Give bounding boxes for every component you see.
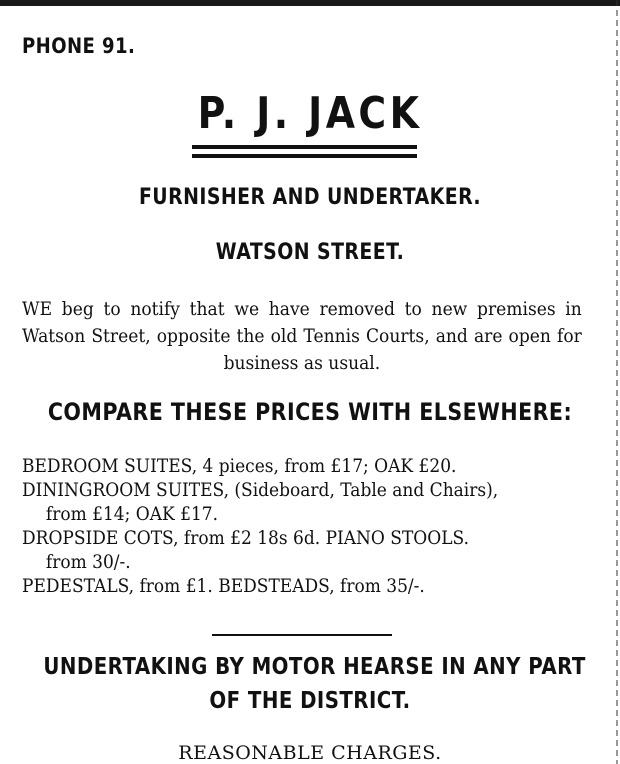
column-edge-rule [616,0,618,764]
name-underline-top [192,145,417,149]
trade-heading: FURNISHER AND UNDERTAKER. [138,185,482,210]
undertaking-line: OF THE DISTRICT. [209,688,411,714]
phone-number: PHONE 91. [22,34,136,58]
section-divider [212,634,392,636]
top-border-rule [0,0,620,6]
street-heading: WATSON STREET. [215,240,405,265]
price-line: from £14; OAK £17. [45,504,219,525]
price-line: from 30/-. [45,552,131,573]
business-name: P. J. JACK [197,88,423,139]
price-line: PEDESTALS, from £1. BEDSTEADS, from 35/-. [22,576,425,597]
compare-prices-heading: COMPARE THESE PRICES WITH ELSEWHERE: [47,398,573,426]
price-line: DININGROOM SUITES, (Sideboard, Table and Chairs), [22,480,499,501]
price-list [22,455,498,599]
price-line: DROPSIDE COTS, from £2 18s 6d. PIANO STOOLS. [22,528,469,549]
undertaking-line: UNDERTAKING BY MOTOR HEARSE IN ANY PART [43,654,586,680]
undertaking-heading [43,650,586,718]
reasonable-charges: REASONABLE CHARGES. [178,742,442,764]
price-line: BEDROOM SUITES, 4 pieces, from £17; OAK £20. [22,456,457,477]
removal-notice: WE beg to notify that we have removed to new premises in Watson Street, opposite the old Tennis Courts, and are open for business as usual. [22,298,582,374]
name-underline-bottom [192,154,417,158]
